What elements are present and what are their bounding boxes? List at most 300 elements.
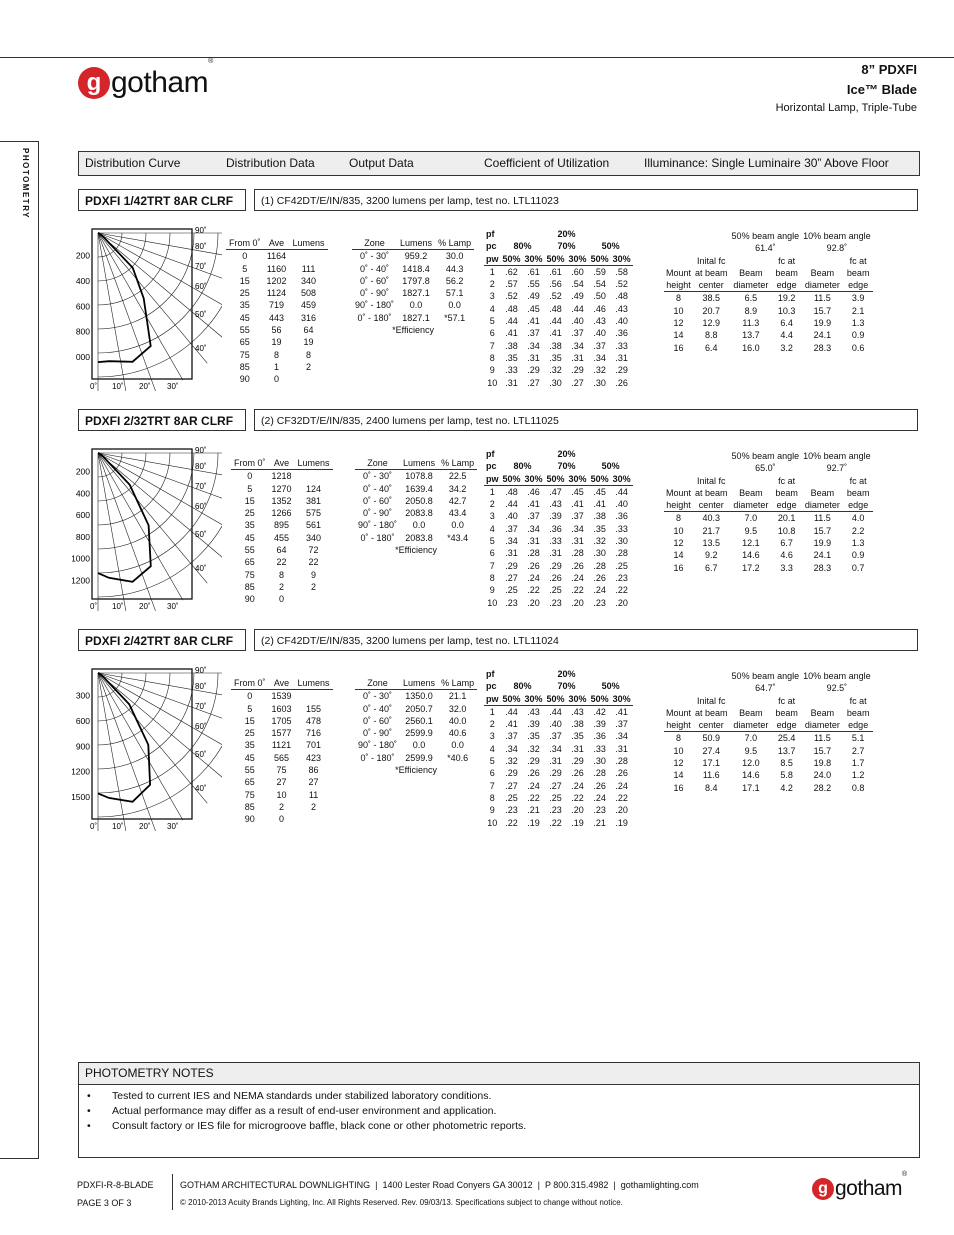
column-header: Lumens (295, 457, 333, 470)
table-cell: .28 (527, 548, 540, 559)
product-header (776, 60, 917, 116)
column-header (730, 255, 773, 267)
table-cell: 3 (489, 511, 495, 522)
pf-value: 20% (557, 669, 576, 679)
radial-tick-label: 000 (75, 352, 90, 363)
angle-tick-label: 80˚ (195, 242, 207, 251)
radial-tick-label: 600 (75, 301, 90, 312)
spacer (589, 228, 633, 240)
column-header: fc at (849, 475, 867, 486)
radial-tick-label: 200 (75, 250, 90, 261)
table-row (484, 303, 633, 315)
radial-tick-label: 600 (75, 510, 90, 521)
table-cell: .22 (549, 817, 562, 828)
column-header: Beam (810, 267, 835, 278)
table-cell: 0.0 (409, 300, 423, 311)
spacer (664, 450, 730, 462)
table-cell: .24 (593, 585, 606, 596)
table-cell: .24 (593, 792, 606, 803)
table-cell: 90˚ - 180˚ (358, 740, 398, 751)
table-cell: 1266 (271, 508, 292, 519)
angle-tick-label: 90˚ (195, 666, 207, 675)
table-cell: 1 (274, 361, 280, 372)
table-cell: 0˚ - 180˚ (357, 312, 392, 323)
table-cell: .31 (505, 377, 518, 388)
table-cell: 2560.1 (405, 715, 433, 726)
table-cell: .34 (527, 523, 540, 534)
table-cell: .54 (593, 279, 606, 290)
table-cell: 13.7 (777, 745, 796, 756)
table-cell: 38.5 (702, 293, 721, 304)
table-cell: 45 (244, 532, 255, 543)
table-cell: .20 (527, 597, 540, 608)
table-cell: 5 (489, 756, 495, 767)
table-cell: 9 (489, 365, 495, 376)
beam-label: % beam angle (813, 451, 871, 461)
table-cell: 11 (308, 789, 319, 800)
column-header: From 0˚ (231, 677, 269, 690)
tab-illuminance[interactable]: Illuminance: Single Luminaire 30” Above Floor (644, 156, 889, 170)
table-cell: 0 (242, 251, 248, 262)
table-cell: .27 (505, 780, 518, 791)
column-header: beam (775, 267, 798, 278)
table-cell: .44 (505, 499, 518, 510)
candela-curve (98, 233, 151, 362)
angle-tick-label: 0˚ (90, 822, 98, 831)
table-header-row (664, 707, 873, 719)
column-header: % Lamp (438, 677, 477, 690)
table-row (664, 317, 873, 329)
table-cell: 316 (301, 312, 317, 323)
spacer (664, 670, 730, 682)
table-cell: .52 (549, 291, 562, 302)
table-cell: 12 (673, 538, 684, 549)
column-header: height (664, 499, 693, 512)
table-cell: 45 (244, 752, 255, 763)
note-item: • Consult factory or IES file for microgroove baffle, black cone or other photometric reports. (79, 1119, 919, 1134)
radial-tick-label: 200 (75, 466, 90, 477)
angle-tick-label: 10˚ (112, 822, 124, 831)
table-cell: .23 (505, 805, 518, 816)
column-header: at beam (695, 707, 728, 718)
table-cell: .32 (593, 536, 606, 547)
table-cell: 8 (306, 349, 312, 360)
table-cell: 5.1 (851, 733, 865, 744)
table-cell: .47 (549, 486, 562, 497)
table-cell: .22 (571, 792, 584, 803)
table-cell: .26 (615, 768, 628, 779)
table-row (231, 556, 333, 568)
table-cell: *43.4 (447, 532, 469, 543)
table-cell: 75 (239, 349, 250, 360)
table-cell: 0.0 (412, 740, 426, 751)
radial-tick-label: 1500 (72, 792, 90, 803)
spacer (501, 668, 545, 680)
table-cell: 28.3 (813, 342, 832, 353)
table-row (231, 813, 333, 825)
beam-label: % beam angle (741, 231, 800, 241)
table-cell: 10.8 (777, 525, 796, 536)
table-cell: 0˚ - 90˚ (360, 288, 390, 299)
table-cell: .34 (571, 523, 584, 534)
table-cell: .45 (527, 303, 540, 314)
table-cell: 5 (247, 703, 253, 714)
table-cell: .30 (615, 536, 628, 547)
table-cell: 85 (244, 801, 255, 812)
table-cell: .29 (549, 768, 562, 779)
angle-tick-label: 20˚ (139, 602, 151, 611)
table-header-row (484, 240, 633, 252)
table-header-row (231, 457, 333, 470)
column-header: Zone (355, 457, 400, 470)
table-cell: 4.6 (780, 550, 793, 561)
table-cell: 1797.8 (402, 275, 430, 286)
table-cell: 44.3 (445, 263, 464, 274)
table-cell: 1705 (271, 715, 292, 726)
table-cell: .27 (505, 572, 518, 583)
table-cell: 11.3 (742, 318, 760, 329)
table-row (231, 593, 333, 605)
table-cell: 25 (239, 288, 250, 299)
table-cell: 24.0 (813, 770, 832, 781)
pw-value: 50% (502, 473, 521, 484)
column-header: Inital fc (697, 695, 726, 706)
table-cell: 7 (489, 780, 495, 791)
table-cell: 111 (301, 263, 316, 274)
table-cell: 10 (673, 525, 684, 536)
table-cell: .27 (549, 780, 562, 791)
table-cell: 21.7 (702, 525, 721, 536)
table-cell: 11.5 (813, 513, 831, 524)
table-cell: 40.6 (448, 728, 467, 739)
table-cell: .26 (527, 560, 540, 571)
table-cell: .44 (505, 316, 518, 327)
table-row (355, 690, 477, 703)
table-cell: 64 (276, 545, 287, 556)
table-cell: 8.8 (705, 330, 718, 341)
table-cell: .41 (571, 499, 584, 510)
pw-value: 50% (546, 693, 565, 704)
table-row (226, 250, 328, 263)
table-cell: 1202 (266, 275, 287, 286)
table-cell: 17.1 (702, 758, 721, 769)
tab-distribution-curve[interactable]: Distribution Curve (85, 156, 181, 170)
table-cell: .62 (505, 266, 518, 277)
column-header: Zone (355, 677, 400, 690)
angle-tick-label: 30˚ (167, 382, 179, 391)
beam-angle-value: 92.8˚ (826, 243, 848, 254)
table-cell: 65 (244, 777, 255, 788)
beam-label: % beam angle (741, 671, 800, 681)
table-cell: 35 (244, 740, 255, 751)
table-row (226, 275, 328, 287)
table-cell: .29 (571, 365, 584, 376)
table-cell: 10 (487, 377, 498, 388)
table-row (484, 755, 633, 767)
table-cell: 0.0 (451, 520, 464, 531)
column-header: edge (844, 719, 873, 732)
table-row (664, 562, 873, 574)
table-cell (295, 470, 333, 483)
table-cell: .37 (505, 523, 518, 534)
footer-code: PDXFI-R-8-BLADE (77, 1180, 154, 1190)
efficiency-note: *Efficiency (395, 545, 437, 556)
tab-distribution-data[interactable]: Distribution Data (226, 156, 315, 170)
tab-coefficient-of-utilization[interactable]: Coefficient of Utilization (484, 156, 610, 170)
table-header-row (226, 237, 328, 250)
table-cell: 565 (274, 752, 290, 763)
section-description: (2) CF32DT/E/IN/835, 2400 lumens per lamp, test no. LTL11025 (254, 409, 918, 431)
illuminance-table (664, 450, 873, 574)
table-cell: .36 (615, 328, 628, 339)
pw-label: pw (486, 253, 499, 264)
column-header: diameter (801, 719, 844, 732)
table-header-row (231, 677, 333, 690)
table-row (484, 804, 633, 816)
beam-angle-value: 65.0˚ (755, 463, 776, 474)
note-item: • Tested to current IES and NEMA standards under stabilized laboratory conditions. (79, 1089, 919, 1104)
pw-value: 50% (546, 253, 565, 264)
table-row (231, 764, 333, 776)
column-header (801, 695, 844, 707)
radial-tick-label: 900 (75, 741, 90, 752)
table-row (484, 377, 633, 389)
table-row (355, 519, 477, 531)
table-cell: 22 (276, 557, 287, 568)
table-cell: 10 (487, 817, 498, 828)
table-cell: .48 (615, 291, 628, 302)
table-row (352, 299, 474, 311)
column-header: edge (844, 499, 873, 512)
table-cell: 12 (673, 318, 684, 329)
beam-label: % beam angle (813, 231, 871, 241)
table-cell: 0˚ - 30˚ (363, 471, 393, 482)
table-row (231, 532, 333, 544)
table-row (664, 525, 873, 537)
table-cell (295, 690, 333, 703)
table-cell: 22 (308, 557, 319, 568)
table-cell: 55 (239, 325, 250, 336)
table-row (484, 584, 633, 596)
table-cell: 20.1 (777, 513, 796, 524)
table-row (226, 324, 328, 336)
table-row (664, 782, 873, 794)
table-cell: .26 (571, 560, 584, 571)
table-cell: 0˚ - 40˚ (363, 483, 393, 494)
table-cell: 6 (489, 768, 495, 779)
beam-pct: 50 (731, 671, 742, 681)
table-cell: 1164 (266, 251, 287, 262)
table-cell: .20 (615, 597, 628, 608)
table-cell: .43 (549, 499, 562, 510)
notes-title: PHOTOMETRY NOTES (79, 1063, 919, 1085)
table-header-row (484, 668, 633, 680)
table-cell: 45 (239, 312, 250, 323)
column-header: From 0˚ (231, 457, 269, 470)
table-cell: .41 (615, 706, 628, 717)
table-cell: 86 (308, 765, 319, 776)
photometry-notes (78, 1062, 920, 1158)
distribution-curve (72, 221, 222, 391)
table-cell: .31 (571, 352, 584, 363)
table-cell: 65 (244, 557, 255, 568)
table-cell: 6.4 (705, 342, 718, 353)
tab-output-data[interactable]: Output Data (349, 156, 414, 170)
table-cell: .37 (527, 511, 540, 522)
product-line: Ice™ Blade (846, 82, 917, 97)
table-cell: 3.9 (851, 293, 865, 304)
table-cell: 13.7 (742, 330, 760, 341)
table-row (484, 327, 633, 339)
table-cell: 14 (673, 770, 684, 781)
table-row (664, 537, 873, 549)
table-cell: 9.5 (744, 745, 758, 756)
pw-value: 50% (590, 253, 609, 264)
table-row (355, 470, 477, 483)
pf-label: pf (486, 669, 495, 679)
pf-label: pf (486, 229, 495, 239)
table-cell: 75 (244, 569, 255, 580)
column-header (801, 255, 844, 267)
table-cell: .19 (571, 817, 584, 828)
table-cell: 15 (244, 715, 255, 726)
table-cell: .41 (505, 719, 518, 730)
angle-tick-label: 70˚ (195, 262, 207, 271)
table-cell: .26 (527, 768, 540, 779)
angle-tick-label: 40˚ (195, 564, 207, 573)
table-cell: 16 (673, 342, 684, 353)
column-header: at beam (695, 267, 728, 278)
table-cell: .34 (505, 743, 518, 754)
column-header: Ave (269, 457, 295, 470)
table-cell: 9 (311, 569, 317, 580)
table-cell: .26 (549, 572, 562, 583)
table-cell: .29 (615, 365, 628, 376)
table-cell: .20 (615, 805, 628, 816)
table-row (231, 789, 333, 801)
column-header: Beam (739, 267, 763, 278)
table-cell: .41 (527, 316, 540, 327)
table-cell: 17.1 (742, 782, 760, 793)
table-cell: 14 (673, 330, 684, 341)
table-cell: .45 (593, 486, 606, 497)
table-cell: .57 (505, 279, 518, 290)
illuminance-table (664, 230, 873, 354)
table-cell: .21 (527, 805, 540, 816)
table-cell: 75 (244, 789, 255, 800)
table-row (484, 523, 633, 535)
table-cell: .58 (615, 266, 628, 277)
pf-value: 20% (557, 229, 576, 239)
table-cell: 8 (274, 349, 280, 360)
table-row (231, 483, 333, 495)
table-cell: .28 (593, 768, 606, 779)
efficiency-note: *Efficiency (395, 765, 437, 776)
beam-angle-50 (730, 670, 802, 682)
side-panel (0, 141, 39, 1159)
table-cell: .26 (593, 780, 606, 791)
table-row (664, 549, 873, 561)
table-cell: 28.3 (813, 562, 832, 573)
table-cell: .34 (615, 731, 628, 742)
table-cell: 35 (239, 300, 250, 311)
table-row (355, 752, 477, 764)
table-cell: 2 (489, 499, 495, 510)
table-header-row (355, 677, 477, 690)
table-cell: 124 (306, 483, 322, 494)
table-cell: .32 (549, 365, 562, 376)
column-header: % Lamp (438, 457, 477, 470)
table-cell: 2599.9 (405, 752, 433, 763)
table-cell: 32.0 (448, 703, 467, 714)
table-cell: .31 (615, 352, 628, 363)
table-cell: 27 (308, 777, 319, 788)
table-cell: .39 (527, 719, 540, 730)
table-row (664, 732, 873, 745)
table-row (484, 718, 633, 730)
column-header: height (664, 279, 693, 292)
table-cell: 0˚ - 30˚ (360, 251, 390, 262)
table-cell: 5.8 (780, 770, 793, 781)
table-cell: 27.4 (702, 745, 721, 756)
table-cell: .27 (571, 377, 584, 388)
column-header (664, 255, 693, 267)
table-cell: 12.1 (742, 538, 760, 549)
table-cell: 8.9 (744, 305, 758, 316)
angle-tick-label: 60˚ (195, 722, 207, 731)
table-cell: .44 (549, 316, 562, 327)
table-cell: 2 (311, 581, 317, 592)
section-title: PDXFI 2/42TRT 8AR CLRF (78, 629, 246, 651)
table-cell: 1218 (271, 471, 292, 482)
table-cell: .20 (571, 597, 584, 608)
pw-value: 50% (590, 473, 609, 484)
table-cell: 1124 (266, 288, 287, 299)
column-header: Lumens (290, 237, 328, 250)
table-cell: 2 (279, 581, 285, 592)
table-cell (295, 593, 333, 605)
pc-value: 70% (557, 461, 576, 472)
column-header: diameter (801, 499, 844, 512)
table-cell: 10 (673, 745, 684, 756)
table-cell: 0.9 (851, 550, 865, 561)
spacer (664, 462, 730, 474)
beam-pct: 10 (803, 671, 814, 681)
table-cell: 14.6 (742, 550, 760, 561)
column-header: edge (772, 499, 801, 512)
column-header: beam (846, 707, 870, 718)
table-cell: 85 (244, 581, 255, 592)
table-cell: .33 (593, 743, 606, 754)
table-cell: 10.3 (777, 305, 796, 316)
table-row (664, 769, 873, 781)
table-cell: .61 (549, 266, 562, 277)
table-cell: 6.4 (780, 318, 793, 329)
table-cell: 1827.1 (402, 288, 430, 299)
column-header: center (693, 499, 730, 512)
table-cell: 8 (676, 733, 682, 744)
column-header: Inital fc (697, 475, 726, 486)
beam-pct: 10 (803, 451, 814, 461)
table-row (355, 715, 477, 727)
table-row (664, 292, 873, 305)
pw-value: 50% (546, 473, 565, 484)
table-cell: .31 (571, 743, 584, 754)
table-cell: .37 (593, 340, 606, 351)
table-cell: 1639.4 (405, 483, 433, 494)
table-cell: .37 (549, 731, 562, 742)
table-row (231, 690, 333, 703)
